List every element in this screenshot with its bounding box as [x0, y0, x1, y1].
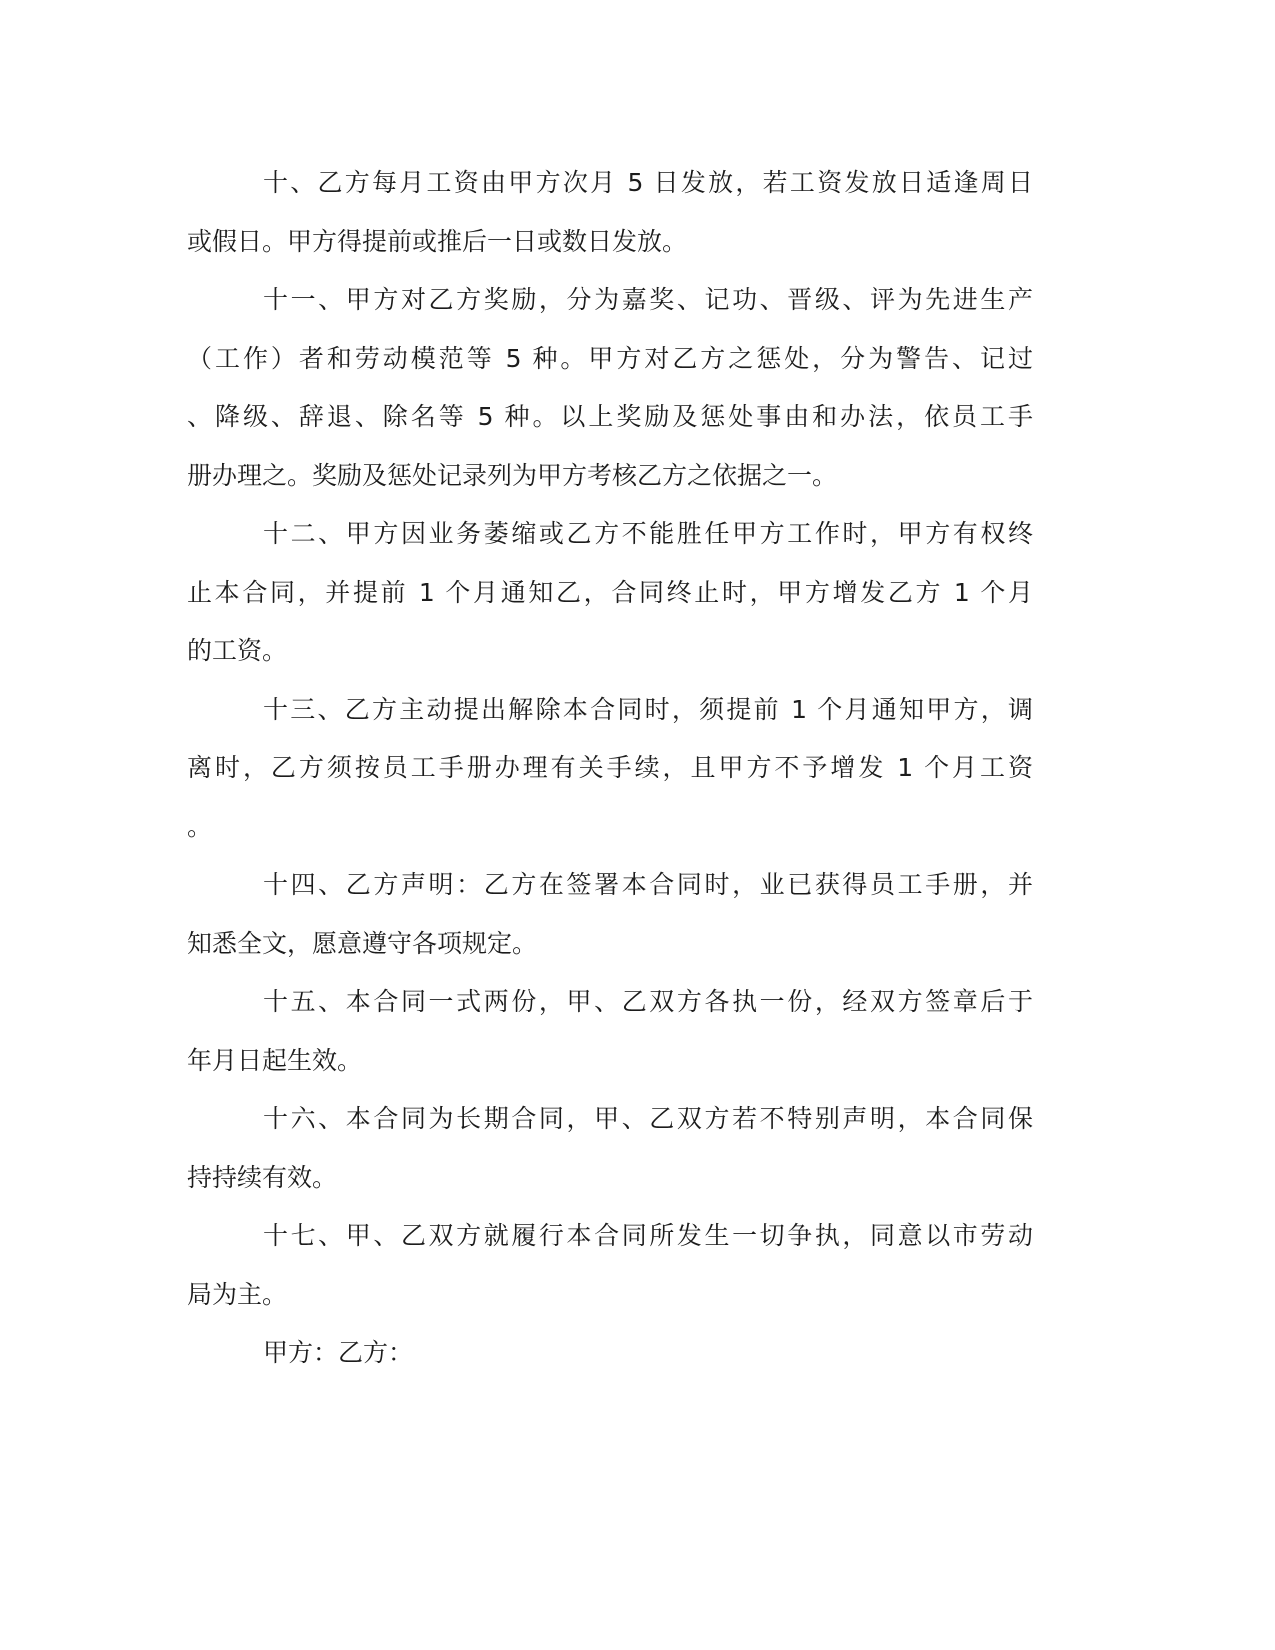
clause-15-line-2: 年月日起生效。 [187, 1046, 363, 1075]
clause-13-line-1: 十三、乙方主动提出解除本合同时，须提前 1 个月通知甲方，调 [263, 695, 1033, 724]
clause-17-line-1: 十七、甲、乙双方就履行本合同所发生一切争执，同意以市劳动 [263, 1221, 1033, 1250]
clause-12-line-2: 止本合同，并提前 1 个月通知乙，合同终止时，甲方增发乙方 1 个月 [187, 578, 1033, 607]
clause-17-line-2: 局为主。 [187, 1280, 288, 1309]
clause-13-line-3: 。 [187, 812, 213, 841]
signature-line: 甲方：乙方： [263, 1338, 414, 1367]
clause-12-line-3: 的工资。 [187, 636, 288, 665]
clause-13-line-2: 离时，乙方须按员工手册办理有关手续，且甲方不予增发 1 个月工资 [187, 753, 1033, 782]
clause-14-line-1: 十四、乙方声明：乙方在签署本合同时，业已获得员工手册，并 [263, 870, 1033, 899]
clause-15-line-1: 十五、本合同一式两份，甲、乙双方各执一份，经双方签章后于 [263, 987, 1033, 1016]
clause-16-line-2: 持持续有效。 [187, 1163, 338, 1192]
clause-10-line-1: 十、乙方每月工资由甲方次月 5 日发放，若工资发放日适逢周日 [263, 168, 1033, 197]
clause-11-line-4: 册办理之。奖励及惩处记录列为甲方考核乙方之依据之一。 [187, 461, 838, 490]
clause-11-line-3: 、降级、辞退、除名等 5 种。以上奖励及惩处事由和办法，依员工手 [187, 402, 1033, 431]
clause-16-line-1: 十六、本合同为长期合同，甲、乙双方若不特别声明，本合同保 [263, 1104, 1033, 1133]
clause-12-line-1: 十二、甲方因业务萎缩或乙方不能胜任甲方工作时，甲方有权终 [263, 519, 1033, 548]
clause-11-line-2: （工作）者和劳动模范等 5 种。甲方对乙方之惩处，分为警告、记过 [187, 344, 1033, 373]
clause-11-line-1: 十一、甲方对乙方奖励，分为嘉奖、记功、晋级、评为先进生产 [263, 285, 1033, 314]
clause-14-line-2: 知悉全文，愿意遵守各项规定。 [187, 929, 538, 958]
clause-10-line-2: 或假日。甲方得提前或推后一日或数日发放。 [187, 227, 688, 256]
